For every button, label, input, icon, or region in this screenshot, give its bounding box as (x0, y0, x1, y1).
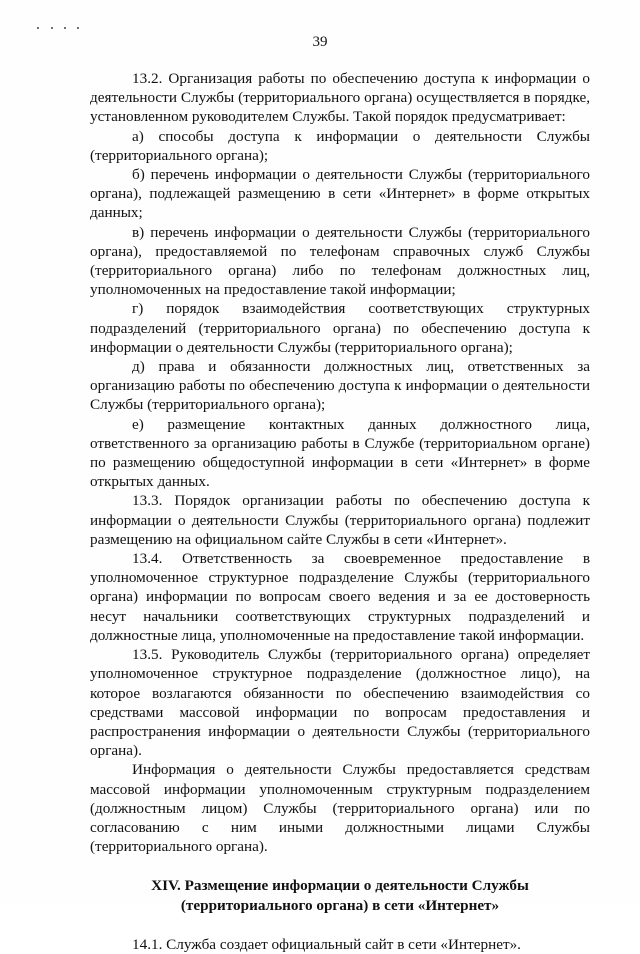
document-body (90, 69, 590, 954)
list-item-e: е) размещение контактных данных должностного лица, ответственного за организацию работы в Службе (территориальном органе) по размещению общедоступной информации в сети «Интернет» в форме открытых данных. (90, 415, 590, 491)
list-item-g: г) порядок взаимодействия соответствующих структурных подразделений (территориального органа) по обеспечению доступа к информации о деятельности Службы (территориального органа); (90, 300, 590, 356)
list-item-a: а) способы доступа к информации о деятельности Службы (территориального органа); (90, 127, 590, 164)
section-heading-xiv (90, 876, 590, 914)
paragraph-13-3: 13.3. Порядок организации работы по обеспечению доступа к информации о деятельности Службы (территориального органа) подлежит размещению на официальном сайте Службы в сети «Интернет». (90, 492, 590, 548)
paragraph-13-2: 13.2. Организация работы по обеспечению доступа к информации о деятельности Службы (территориального органа) осуществляется в порядке, установленном руководителем Службы. Такой порядок предусматривает: (90, 70, 590, 126)
paragraph-13-5: 13.5. Руководитель Службы (территориального органа) определяет уполномоченное структурное подразделение (должностное лицо), на которое возлагаются обязанности по обеспечению взаимодействия со средствами массовой информации по вопросам предоставления и распространения информации о деятельности Службы (территориального органа). (90, 646, 590, 760)
paragraph-14-1: 14.1. Служба создает официальный сайт в сети «Интернет». (132, 935, 521, 953)
list-item-b: б) перечень информации о деятельности Службы (территориального органа), подлежащей размещению в сети «Интернет» в форме открытых данных; (90, 166, 590, 222)
list-item-d: д) права и обязанности должностных лиц, ответственных за организацию работы по обеспечению доступа к информации о деятельности Службы (территориального органа); (90, 358, 590, 414)
paragraph-13-4: 13.4. Ответственность за своевременное предоставление в уполномоченное структурное подразделение Службы (территориального органа) информации по вопросам своего ведения и за ее достоверность несут начальники соответствующих структурных подразделений и должностные лица, уполномоченные на предоставление такой информации. (90, 550, 590, 644)
paragraph-media-info: Информация о деятельности Службы предоставляется средствам массовой информации уполномоченным структурным подразделением (должностным лицом) Службы (территориального органа) или по согласованию с ним иными должностными лицами Службы (территориального органа). (90, 761, 590, 856)
list-item-v: в) перечень информации о деятельности Службы (территориального органа), предоставляемой по телефонам справочных служб Службы (территориального органа) либо по телефонам должностных лиц, уполномоченных на предоставление такой информации; (90, 223, 590, 299)
page-number: 39 (312, 34, 328, 50)
section-heading-line-1: XIV. Размещение информации о деятельности Службы (151, 877, 529, 895)
section-heading-line-2: (территориального органа) в сети «Интернет» (180, 896, 500, 914)
